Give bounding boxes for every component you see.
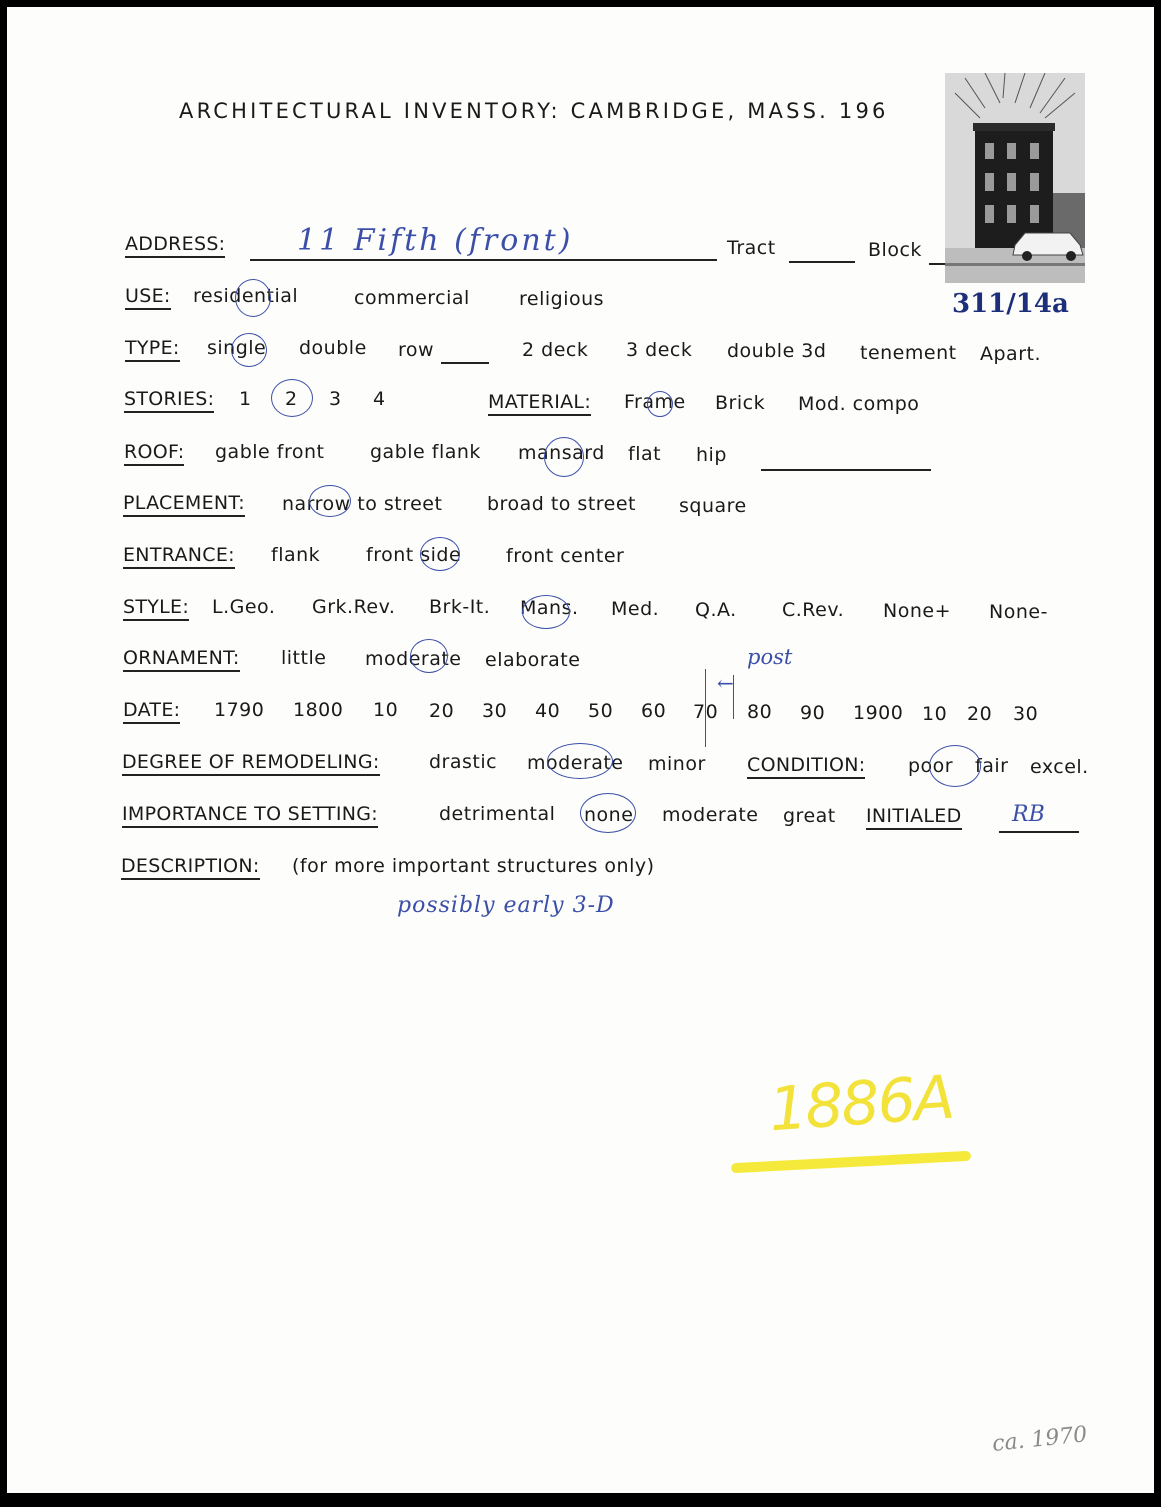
entrance-selection-circle — [420, 537, 460, 571]
placement-option-broad: broad to street — [487, 493, 637, 515]
material-selection-circle — [647, 391, 673, 417]
importance-option-moderate: moderate — [662, 804, 759, 826]
condition-selection-circle — [929, 745, 981, 787]
block-number: 311/14a — [952, 289, 1069, 319]
style-option-mans: Mans. — [520, 597, 579, 619]
date-option-1800: 1800 — [293, 699, 344, 721]
stories-option-1: 1 — [239, 388, 252, 410]
remodeling-label: DEGREE OF REMODELING: — [122, 751, 380, 776]
material-option-mod-compo: Mod. compo — [798, 393, 920, 415]
ornament-label: ORNAMENT: — [123, 647, 240, 672]
tract-label: Tract — [727, 237, 776, 259]
building-photo — [945, 73, 1085, 283]
style-selection-circle — [522, 595, 570, 629]
description-note: (for more important structures only) — [292, 855, 655, 877]
initialed-line — [999, 831, 1079, 833]
use-option-religious: religious — [519, 288, 605, 310]
date-label: DATE: — [123, 699, 180, 724]
stamp-underline — [731, 1151, 971, 1174]
form-title: ARCHITECTURAL INVENTORY: CAMBRIDGE, MASS. 196 — [179, 99, 889, 123]
entrance-option-front-center: front center — [506, 545, 625, 567]
initialed-label: INITIALED — [866, 805, 962, 830]
date-option-10: 10 — [373, 699, 399, 721]
ornament-option-little: little — [281, 647, 327, 669]
style-option-med: Med. — [611, 598, 660, 620]
use-label: USE: — [125, 285, 171, 310]
ornament-option-elaborate: elaborate — [485, 649, 581, 671]
stories-option-3: 3 — [329, 388, 342, 410]
date-option-60: 60 — [641, 700, 667, 722]
type-row-line — [441, 362, 489, 364]
type-option-2-deck: 2 deck — [522, 339, 589, 361]
use-option-commercial: commercial — [354, 287, 470, 309]
roof-other-line — [761, 469, 931, 471]
placement-option-narrow: narrow to street — [282, 493, 443, 515]
block-label: Block — [868, 239, 922, 261]
importance-option-none: none — [584, 804, 634, 826]
type-option-double: double — [299, 337, 367, 359]
roof-label: ROOF: — [124, 441, 184, 466]
stories-label: STORIES: — [124, 388, 214, 413]
address-line — [250, 259, 717, 261]
condition-option-excel: excel. — [1030, 756, 1089, 778]
roof-option-flat: flat — [628, 443, 662, 465]
date-arrow-icon: ← — [717, 671, 734, 695]
description-label: DESCRIPTION: — [121, 855, 260, 880]
importance-option-great: great — [783, 805, 836, 827]
initialed-value: RB — [1012, 802, 1045, 827]
condition-option-fair: fair — [975, 755, 1009, 777]
date-option-30: 30 — [482, 700, 508, 722]
style-option-c-rev: C.Rev. — [782, 599, 845, 621]
date-option-1920: 20 — [967, 703, 993, 725]
remodeling-selection-circle — [547, 743, 613, 779]
use-selection-circle — [235, 279, 271, 317]
style-option-q-a: Q.A. — [695, 599, 737, 621]
date-option-1930: 30 — [1013, 703, 1039, 725]
type-option-tenement: tenement — [860, 342, 957, 364]
date-option-70: 70 — [693, 701, 719, 723]
date-option-80: 80 — [747, 701, 773, 723]
type-label: TYPE: — [125, 337, 180, 362]
type-option-double-3d: double 3d — [727, 340, 827, 362]
roof-option-gable-flank: gable flank — [370, 441, 481, 463]
entrance-option-flank: flank — [271, 544, 321, 566]
tract-line — [789, 261, 855, 263]
material-option-frame: Frame — [624, 391, 686, 413]
type-option-single: single — [207, 337, 267, 359]
description-value: possibly early 3-D — [397, 893, 615, 918]
type-option-apart: Apart. — [980, 343, 1042, 365]
date-option-90: 90 — [800, 702, 826, 724]
importance-label: IMPORTANCE TO SETTING: — [122, 803, 378, 828]
block-line — [929, 263, 945, 265]
ornament-selection-circle — [410, 639, 448, 673]
remodeling-option-drastic: drastic — [429, 751, 498, 773]
material-label: MATERIAL: — [488, 391, 591, 416]
roof-option-mansard: mansard — [518, 442, 605, 464]
roof-selection-circle — [544, 437, 584, 477]
importance-option-detrimental: detrimental — [439, 803, 556, 825]
date-option-40: 40 — [535, 700, 561, 722]
pencil-date-note: ca. 1970 — [990, 1422, 1089, 1457]
style-option-none-minus: None- — [989, 601, 1048, 623]
remodeling-option-moderate: moderate — [527, 752, 624, 774]
type-option-3-deck: 3 deck — [626, 339, 693, 361]
address-label: ADDRESS: — [125, 233, 225, 258]
roof-option-hip: hip — [696, 444, 727, 466]
type-option-row: row — [398, 339, 435, 361]
entrance-option-front-side: front side — [366, 544, 462, 566]
stories-option-2: 2 — [285, 388, 298, 410]
style-option-brk-it: Brk-It. — [429, 596, 491, 618]
roof-option-gable-front: gable front — [215, 441, 325, 463]
date-option-50: 50 — [588, 700, 614, 722]
material-option-brick: Brick — [715, 392, 766, 414]
ornament-option-moderate: moderate — [365, 648, 462, 670]
date-option-20: 20 — [429, 700, 455, 722]
entrance-label: ENTRANCE: — [123, 544, 235, 569]
date-option-1910: 10 — [922, 703, 948, 725]
placement-label: PLACEMENT: — [123, 492, 245, 517]
importance-selection-circle — [580, 793, 636, 833]
address-value: 11 Fifth (front) — [297, 223, 574, 258]
condition-option-poor: poor — [908, 755, 954, 777]
date-marker-line — [705, 669, 706, 747]
type-selection-circle — [231, 333, 267, 367]
style-option-l-geo: L.Geo. — [212, 596, 276, 618]
date-annotation: post — [747, 645, 793, 669]
condition-label: CONDITION: — [747, 754, 865, 779]
remodeling-option-minor: minor — [648, 753, 706, 775]
placement-selection-circle — [309, 485, 351, 517]
placement-option-square: square — [679, 495, 747, 517]
use-option-residential: residential — [193, 285, 299, 307]
inventory-form-page — [7, 7, 1154, 1493]
date-option-1790: 1790 — [214, 699, 265, 721]
style-option-grk-rev: Grk.Rev. — [312, 596, 396, 618]
date-option-1900: 1900 — [853, 702, 904, 724]
stories-selection-circle — [271, 379, 313, 417]
catalog-stamp: 1886A — [766, 1062, 955, 1146]
stories-option-4: 4 — [373, 388, 386, 410]
style-option-none-plus: None+ — [883, 600, 951, 622]
style-label: STYLE: — [123, 596, 189, 621]
